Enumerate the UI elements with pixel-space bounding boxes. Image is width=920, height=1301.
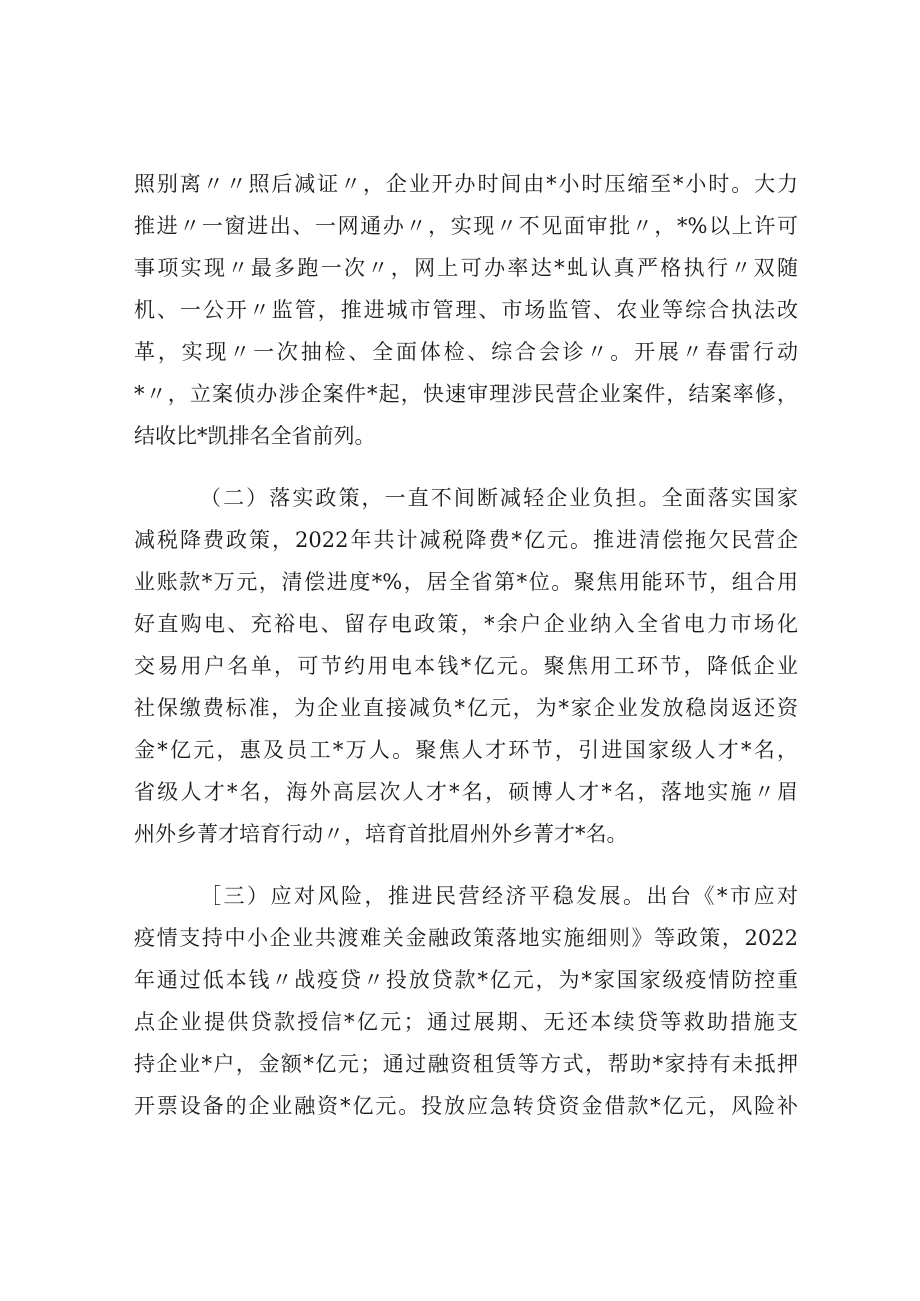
text-line: 事项实现〃最多跑一次〃，网上可办率达*虬认真严格执行〃双随	[134, 256, 798, 280]
text-line: 州外乡菁才培育行动〃，培育首批眉州外乡菁才*名。	[134, 822, 628, 846]
text-line: 结收比*凯排名全省前列。	[134, 424, 376, 448]
text-line: 革，实现〃一次抽检、全面体检、综合会诊〃。开展〃春雷行动	[134, 340, 798, 364]
paragraph-3	[134, 875, 798, 1127]
text-line: *〃，立案侦办涉企案件*起，快速审理涉民营企业案件，结案率修，	[134, 382, 798, 406]
text-line: 点企业提供贷款授信*亿元；通过展期、无还本续贷等救助措施支	[134, 1010, 798, 1034]
text-line: 减税降费政策，2022年共计减税降费*亿元。推进清偿拖欠民营企	[134, 528, 798, 552]
text-line: 机、一公开〃监管，推进城市管理、市场监管、农业等综合执法改	[134, 298, 798, 322]
paragraph-spacing	[134, 855, 798, 875]
text-line: 疫情支持中小企业共渡难关金融政策落地实施细则》等政策，2022	[134, 926, 798, 950]
paragraph-spacing	[134, 457, 798, 477]
text-line: 社保缴费标准，为企业直接减负*亿元，为*家企业发放稳岗返还资	[134, 696, 798, 720]
text-line: （二）落实政策，一直不间断减轻企业负担。全面落实国家	[200, 486, 798, 510]
text-line: 好直购电、充裕电、留存电政策，*余户企业纳入全省电力市场化	[134, 612, 798, 636]
text-line: 省级人才*名，海外高层次人才*名，硕博人才*名，落地实施〃眉	[134, 780, 798, 804]
text-line: 推进〃一窗进出、一网通办〃，实现〃不见面审批〃，*%以上许可	[134, 214, 798, 238]
text-line: 持企业*户，金额*亿元；通过融资租赁等方式，帮助*家持有未抵押	[134, 1052, 798, 1076]
text-line: 业账款*万元，清偿进度*%，居全省第*位。聚焦用能环节，组合用	[134, 570, 798, 594]
text-line: ［三）应对风险，推进民营经济平稳发展。出台《*市应对	[200, 884, 798, 908]
text-line: 金*亿元，惠及员工*万人。聚焦人才环节，引进国家级人才*名，	[134, 738, 798, 762]
text-line: 交易用户名单，可节约用电本钱*亿元。聚焦用工环节，降低企业	[134, 654, 798, 678]
text-line: 年通过低本钱〃战疫贷〃投放贷款*亿元，为*家国家级疫情防控重	[134, 968, 798, 992]
text-line: 照别离〃〃照后减证〃，企业开办时间由*小时压缩至*小时。大力	[134, 172, 798, 196]
paragraph-1	[134, 163, 798, 457]
paragraph-2	[134, 477, 798, 855]
document-body	[134, 163, 798, 1127]
text-line: 开票设备的企业融资*亿元。投放应急转贷资金借款*亿元，风险补	[134, 1094, 798, 1118]
